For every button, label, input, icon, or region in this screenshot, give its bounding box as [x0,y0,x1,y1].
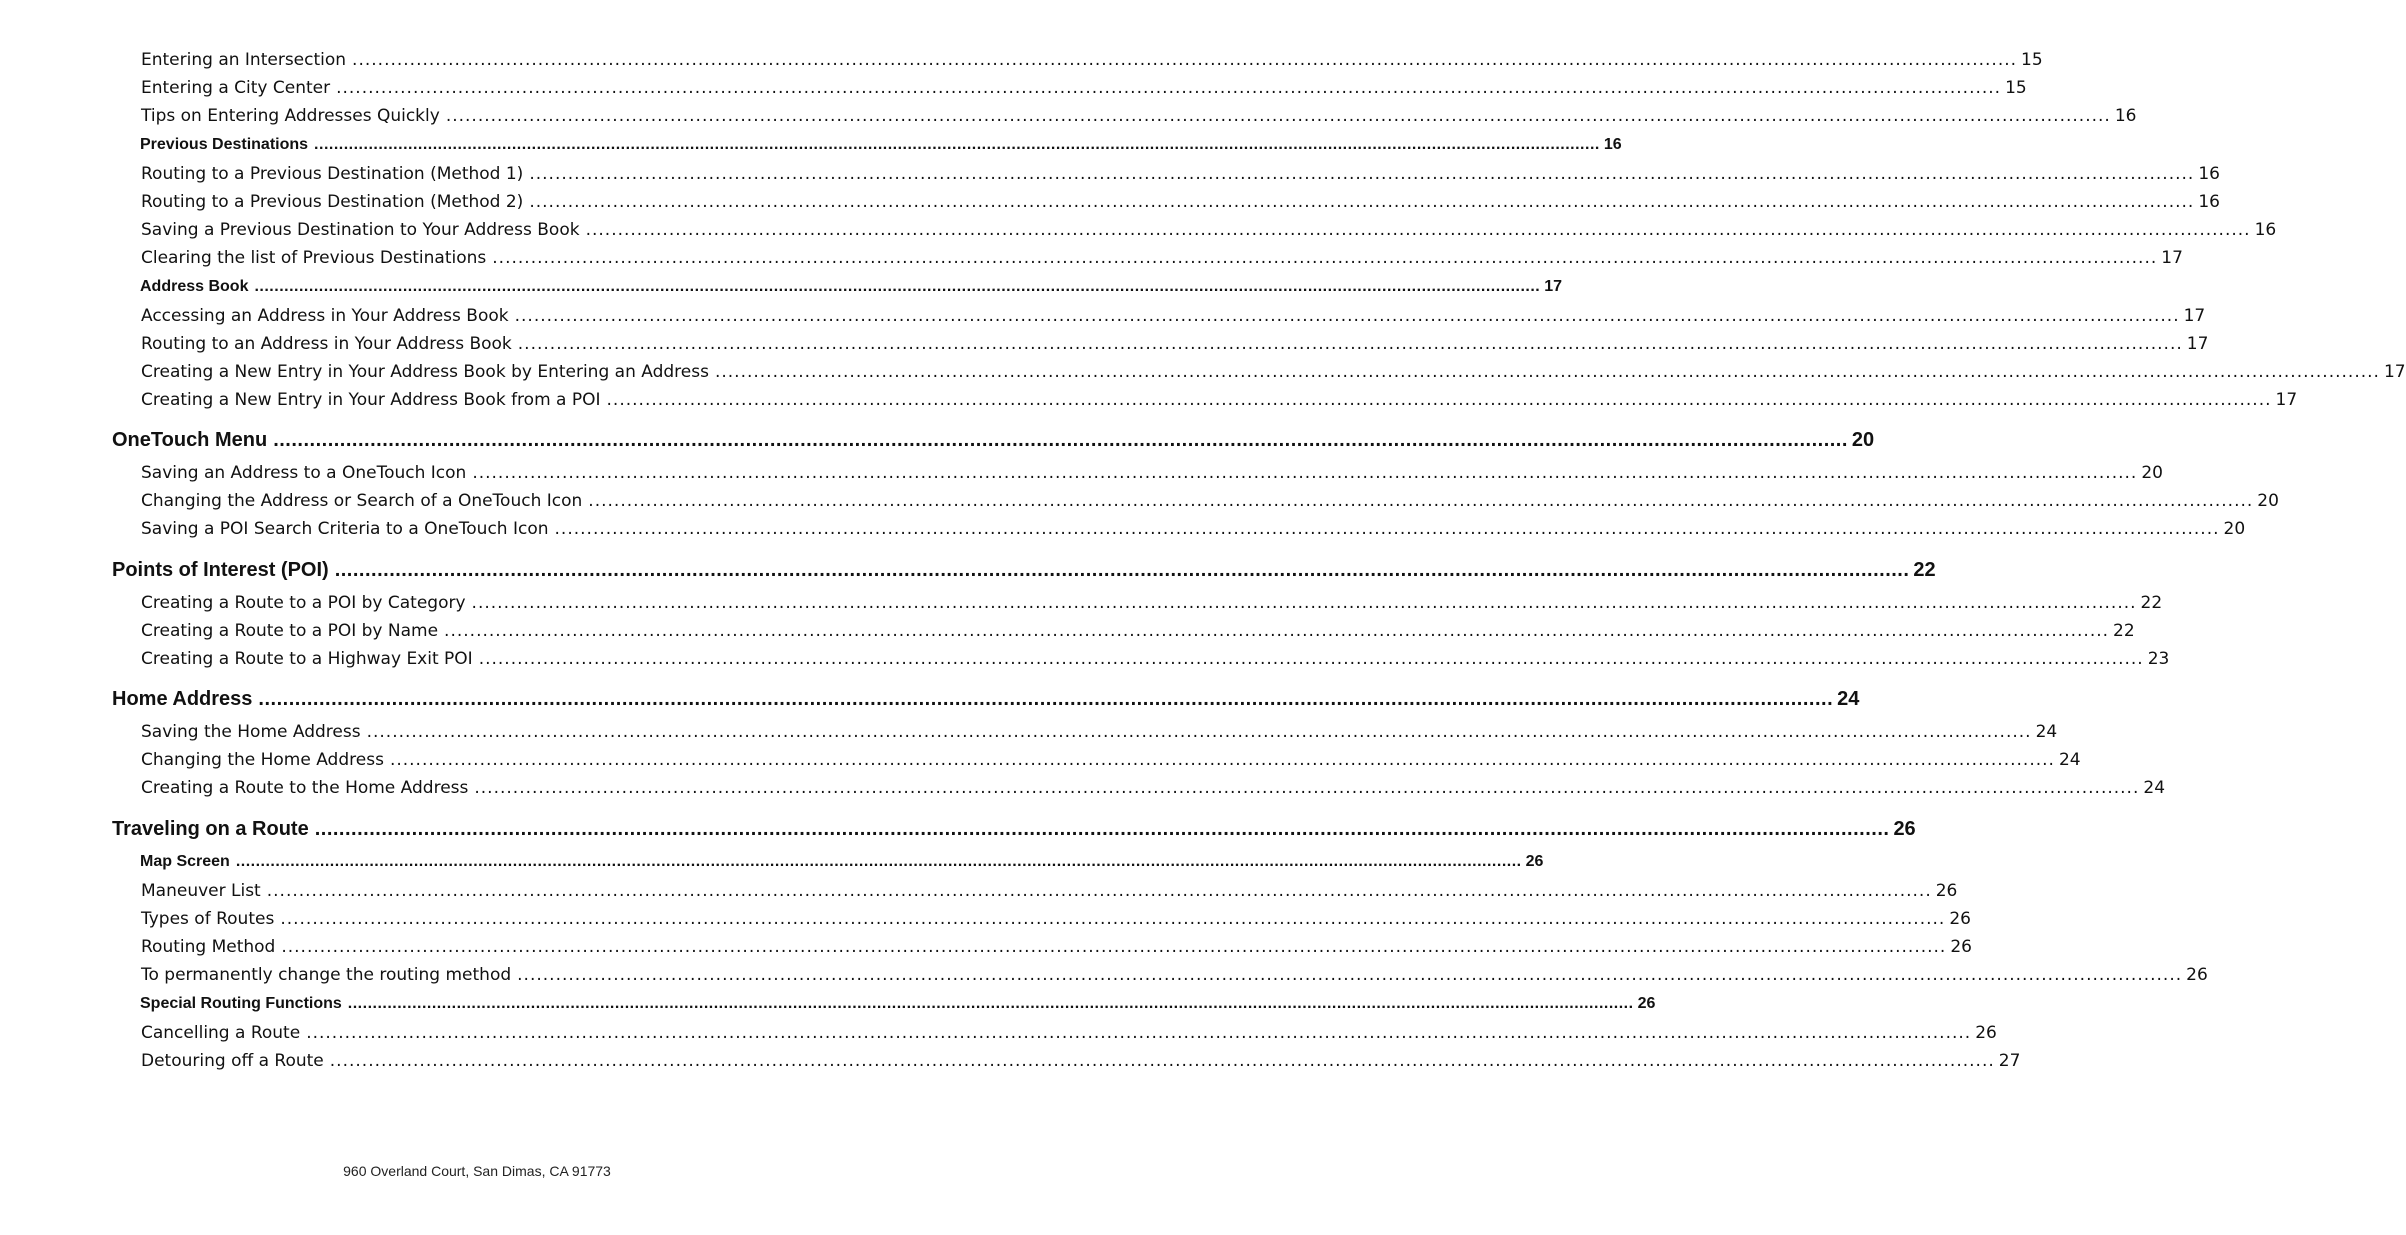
toc-entry-page-number: 17 [1544,278,1563,295]
dot-leader: .................................................................................................................................................................................................................................................................... [514,306,2180,326]
toc-entry-title: Routing to a Previous Destination (Method 2) [141,192,524,212]
dot-leader: .................................................................................................................................................................................................................................................................... [266,881,1932,901]
toc-entry-page-number: 26 [1637,995,1656,1012]
toc-entry-title: Creating a Route to the Home Address [141,778,469,798]
dot-leader: .................................................................................................................................................................................................................................................................... [529,164,2195,184]
toc-entry-page-number: 24 [1837,688,1860,710]
toc-entry-page-number: 16 [2114,106,2137,126]
dot-leader: .................................................................................................................................................................................................................................................................... [329,1051,1995,1071]
toc-entry-title: Home Address [112,688,253,710]
toc-entry [141,937,1972,957]
toc-entry-title: Entering a City Center [141,78,331,98]
dot-leader: .................................................................................................................................................................................................................................................................... [517,965,2183,985]
toc-entry-page-number: 16 [2254,220,2277,240]
dot-leader: .................................................................................................................................................................................................................................................................... [254,278,1541,295]
toc-entry-page-number: 26 [1525,853,1544,870]
toc-entry-page-number: 15 [2021,50,2043,70]
toc-entry-page-number: 20 [2257,491,2279,511]
toc-entry [141,1051,2021,1071]
dot-leader: .................................................................................................................................................................................................................................................................... [492,248,2158,268]
toc-entry [141,220,2277,240]
dot-leader: .................................................................................................................................................................................................................................................................... [334,559,1910,581]
toc-entry [141,881,1958,901]
dot-leader: .................................................................................................................................................................................................................................................................... [714,362,2380,382]
toc-entry-page-number: 17 [2161,248,2183,268]
toc-entry-page-number: 16 [2198,164,2220,184]
toc-entry-title: Changing the Address or Search of a OneTouch Icon [141,491,583,511]
toc-entry-title: Creating a Route to a POI by Category [141,593,466,613]
toc-entry-page-number: 16 [1603,136,1622,153]
toc-entry-page-number: 15 [2005,78,2027,98]
dot-leader: .................................................................................................................................................................................................................................................................... [474,778,2140,798]
dot-leader: .................................................................................................................................................................................................................................................................... [389,750,2055,770]
toc-entry-page-number: 24 [2143,778,2166,798]
toc-entry-title: Saving a Previous Destination to Your Address Book [141,220,580,240]
toc-entry-title: Clearing the list of Previous Destinations [141,248,487,268]
toc-entry-title: Saving the Home Address [141,722,361,742]
toc-chapter-entry [112,688,1860,711]
toc-entry-title: Cancelling a Route [141,1023,301,1043]
toc-chapter-entry [112,818,1916,841]
dot-leader: .................................................................................................................................................................................................................................................................... [471,593,2137,613]
toc-entry-page-number: 20 [2141,463,2163,483]
toc-entry [141,164,2220,184]
toc-entry-page-number: 17 [2383,362,2406,382]
toc-entry-page-number: 20 [2223,519,2246,539]
toc-chapter-entry [112,559,1936,582]
dot-leader: .................................................................................................................................................................................................................................................................... [472,463,2138,483]
dot-leader: .................................................................................................................................................................................................................................................................... [280,909,1946,929]
dot-leader: .................................................................................................................................................................................................................................................................... [273,429,1848,451]
dot-leader: .................................................................................................................................................................................................................................................................... [314,136,1600,153]
toc-entry-page-number: 26 [1950,937,1972,957]
toc-entry-page-number: 26 [1949,909,1971,929]
toc-entry-title: Saving an Address to a OneTouch Icon [141,463,467,483]
toc-entry-title: Routing to an Address in Your Address Book [141,334,512,354]
toc-entry [141,750,2081,770]
toc-entry-title: Creating a New Entry in Your Address Book from a POI [141,390,601,410]
toc-entry-title: Creating a Route to a Highway Exit POI [141,649,473,669]
toc-entry [141,50,2043,70]
toc-entry-title: Maneuver List [141,881,261,901]
toc-entry [141,649,2170,669]
toc-entry-title: Map Screen [140,853,230,870]
toc-entry-title: Previous Destinations [140,136,309,153]
dot-leader: .................................................................................................................................................................................................................................................................... [366,722,2032,742]
dot-leader: .................................................................................................................................................................................................................................................................... [585,220,2251,240]
toc-entry-title: Creating a New Entry in Your Address Book by Entering an Address [141,362,709,382]
toc-entry-title: Creating a Route to a POI by Name [141,621,439,641]
toc-entry [141,390,2298,410]
toc-entry-title: Traveling on a Route [112,818,309,840]
dot-leader: .................................................................................................................................................................................................................................................................... [529,192,2195,212]
toc-entry-title: Special Routing Functions [140,995,342,1012]
toc-entry-title: Tips on Entering Addresses Quickly [141,106,440,126]
toc-entry [141,722,2058,742]
dot-leader: .................................................................................................................................................................................................................................................................... [554,519,2220,539]
toc-entry [141,1023,1997,1043]
toc-entry-page-number: 17 [2275,390,2298,410]
toc-entry-page-number: 16 [2198,192,2220,212]
toc-entry [141,778,2166,798]
toc-entry [141,362,2406,382]
toc-entry-page-number: 27 [1998,1051,2021,1071]
dot-leader: .................................................................................................................................................................................................................................................................... [517,334,2183,354]
toc-entry-page-number: 20 [1851,429,1875,451]
toc-entry-page-number: 17 [2183,306,2206,326]
toc-entry [141,491,2279,511]
toc-chapter-entry [112,429,1875,452]
toc-entry-title: Address Book [140,278,249,295]
toc-entry-page-number: 17 [2186,334,2209,354]
toc-entry [141,909,1971,929]
toc-entry [141,463,2163,483]
toc-entry-page-number: 22 [2140,593,2163,613]
dot-leader: .................................................................................................................................................................................................................................................................... [347,995,1634,1012]
toc-entry-page-number: 26 [1935,881,1958,901]
dot-leader: .................................................................................................................................................................................................................................................................... [306,1023,1972,1043]
toc-entry [141,593,2163,613]
toc-entry-title: Changing the Home Address [141,750,384,770]
dot-leader: .................................................................................................................................................................................................................................................................... [352,50,2018,70]
toc-entry-page-number: 24 [2035,722,2058,742]
dot-leader: .................................................................................................................................................................................................................................................................... [478,649,2144,669]
dot-leader: .................................................................................................................................................................................................................................................................... [606,390,2272,410]
dot-leader: .................................................................................................................................................................................................................................................................... [314,818,1890,840]
toc-entry-title: Routing to a Previous Destination (Method 1) [141,164,524,184]
toc-entry-title: Accessing an Address in Your Address Book [141,306,509,326]
toc-entry-title: To permanently change the routing method [141,965,512,985]
toc-entry-title: Types of Routes [141,909,275,929]
toc-entry-page-number: 24 [2058,750,2081,770]
dot-leader: .................................................................................................................................................................................................................................................................... [444,621,2110,641]
footer-address: 960 Overland Court, San Dimas, CA 91773 [343,1163,611,1179]
toc-entry [141,519,2246,539]
toc-entry [141,334,2209,354]
toc-entry-title: Points of Interest (POI) [112,559,329,581]
dot-leader: .................................................................................................................................................................................................................................................................... [445,106,2111,126]
toc-entry [141,306,2206,326]
toc-section-entry [140,995,1656,1013]
toc-entry-page-number: 23 [2147,649,2170,669]
toc-section-entry [140,136,1622,154]
toc-entry-page-number: 26 [1975,1023,1997,1043]
dot-leader: .................................................................................................................................................................................................................................................................... [258,688,1834,710]
dot-leader: .................................................................................................................................................................................................................................................................... [235,853,1522,870]
toc-entry-page-number: 22 [2113,621,2135,641]
toc-entry-title: OneTouch Menu [112,429,268,451]
toc-entry-page-number: 26 [1893,818,1916,840]
toc-section-entry [140,278,1563,296]
toc-entry-title: Entering an Intersection [141,50,347,70]
toc-entry [141,621,2135,641]
toc-entry-title: Detouring off a Route [141,1051,324,1071]
toc-entry [141,78,2027,98]
toc-entry [141,965,2208,985]
toc-entry [141,248,2183,268]
dot-leader: .................................................................................................................................................................................................................................................................... [281,937,1947,957]
toc-entry-page-number: 22 [1913,559,1936,581]
toc-entry-page-number: 26 [2186,965,2208,985]
toc-section-entry [140,853,1544,871]
toc-entry [141,192,2220,212]
dot-leader: .................................................................................................................................................................................................................................................................... [588,491,2254,511]
toc-entry-title: Saving a POI Search Criteria to a OneTouch Icon [141,519,549,539]
dot-leader: .................................................................................................................................................................................................................................................................... [336,78,2002,98]
toc-entry-title: Routing Method [141,937,276,957]
toc-entry [141,106,2137,126]
